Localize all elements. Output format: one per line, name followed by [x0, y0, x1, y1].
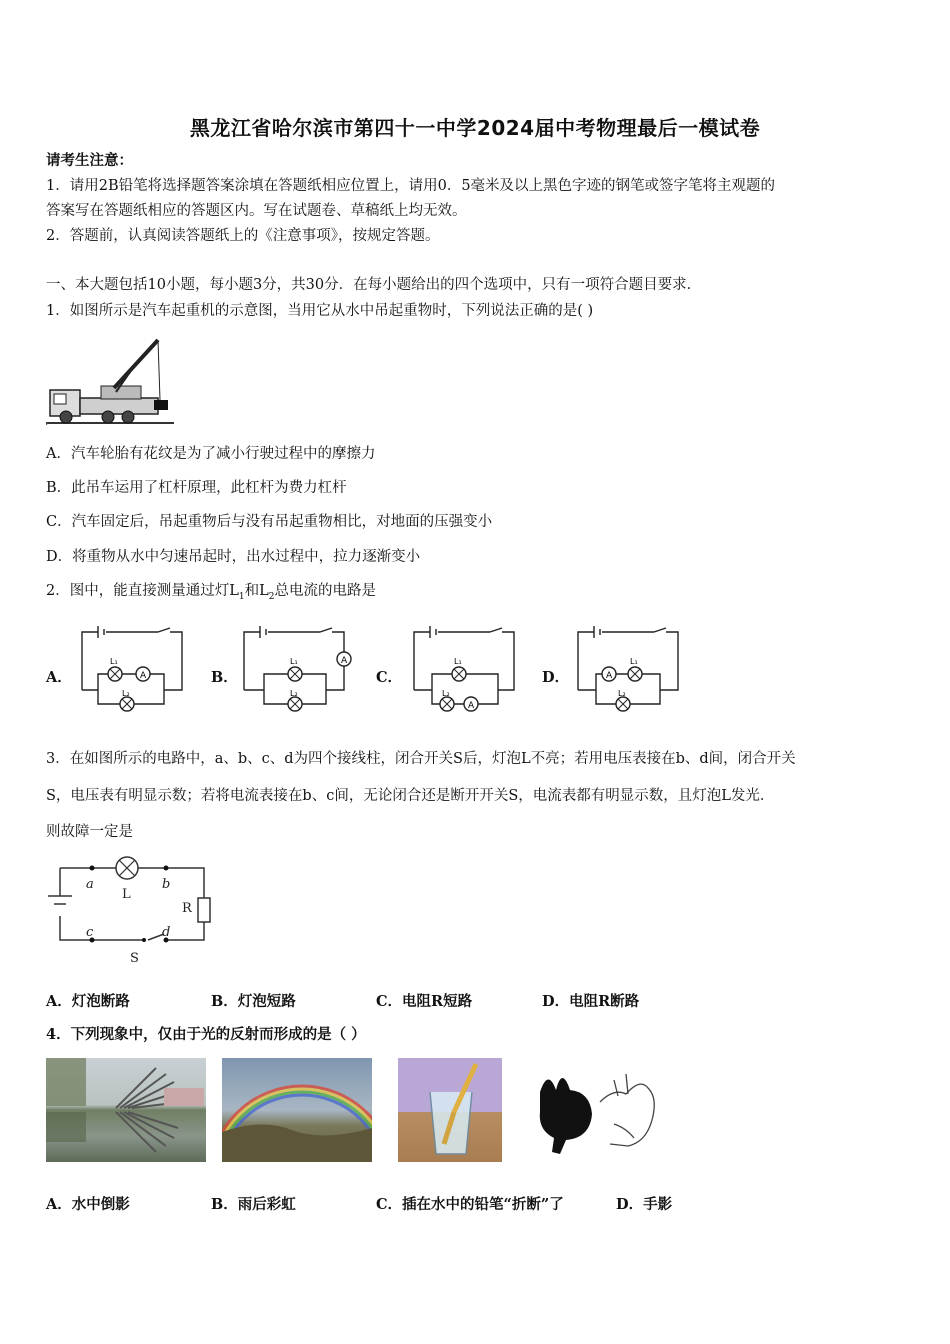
q2-option-b: B．: [211, 669, 238, 686]
q2-circuit-c: [410, 624, 522, 716]
q2-circuit-a: [78, 624, 188, 716]
q2-circuit-d: [574, 624, 686, 716]
q1-option-b: B．此吊车运用了杠杆原理，此杠杆为费力杠杆: [46, 480, 347, 496]
q2c-l1-label: L₁: [454, 657, 462, 666]
q2a-l2-label: L₂: [122, 689, 130, 698]
q4-option-d: D．手影: [616, 1196, 673, 1213]
q3-option-b: B．灯泡短路: [211, 993, 296, 1010]
q3-line-3: 则故障一定是: [46, 824, 133, 840]
q2-option-a: A．: [46, 669, 72, 686]
q3-circuit-figure: [44, 852, 216, 970]
q1-option-d: D．将重物从水中匀速吊起时，出水过程中，拉力逐渐变小: [46, 549, 421, 565]
q2b-l2-label: L₂: [290, 689, 298, 698]
q3-option-d: D．电阻R断路: [542, 993, 640, 1010]
section-heading: 一、本大题包括10小题，每小题3分，共30分．在每小题给出的四个选项中，只有一项符合题目要求．: [46, 277, 702, 293]
q3-option-c: C．电阻R短路: [376, 993, 473, 1010]
q3-label-c: c: [86, 925, 94, 940]
q3-label-s: S: [130, 951, 139, 966]
q2d-l2-label: L₂: [618, 689, 626, 698]
q2-stem: [46, 580, 376, 608]
q2c-ammeter-label: A: [468, 701, 475, 711]
q2-option-d: D．: [542, 669, 570, 686]
q4-stem: 4．下列现象中，仅由于光的反射而形成的是（ ）: [46, 1026, 366, 1043]
q2-circuit-b: [240, 624, 352, 716]
q3-label-b: b: [162, 877, 171, 892]
q2b-ammeter-label: A: [341, 656, 348, 666]
q3-label-l: L: [122, 887, 131, 902]
q3-option-a: A．灯泡断路: [46, 993, 130, 1010]
q2-stem-b: 总电流的电路是: [274, 583, 376, 599]
q2a-l1-label: L₁: [110, 657, 118, 666]
q2-stem-a: 2．图中，能直接测量通过灯: [46, 583, 230, 599]
page-title: 黑龙江省哈尔滨市第四十一中学2024届中考物理最后一模试卷: [189, 116, 761, 140]
q1-option-c: C．汽车固定后，吊起重物后与没有吊起重物相比，对地面的压强变小: [46, 514, 493, 530]
notice-heading: 请考生注意：: [46, 152, 133, 169]
crane-truck-figure: [46, 330, 176, 426]
hand-shadow-photo: [530, 1058, 666, 1162]
q3-label-d: d: [162, 925, 171, 940]
q2d-ammeter-label: A: [606, 671, 613, 681]
notice-line-1b: 答案写在答题纸相应的答题区内。写在试题卷、草稿纸上均无效。: [46, 203, 467, 219]
q3-line-2: S，电压表有明显示数；若将电流表接在b、c间，无论闭合还是断开开关S，电流表都有明显示数，且灯泡L发光．: [46, 788, 775, 804]
q1-stem: 1．如图所示是汽车起重机的示意图，当用它从水中吊起重物时，下列说法正确的是( ): [46, 303, 594, 319]
pencil-in-water-photo: [398, 1058, 502, 1162]
q1-option-a: A．汽车轮胎有花纹是为了减小行驶过程中的摩擦力: [46, 446, 376, 462]
q2-l2: L: [259, 583, 269, 599]
rainbow-photo: [222, 1058, 372, 1162]
notice-line-1a: 1．请用2B铅笔将选择题答案涂填在答题纸相应位置上，请用0．5毫米及以上黑色字迹的钢笔或签字笔将主观题的: [46, 178, 776, 194]
q2-l1: L: [229, 583, 239, 599]
q2a-ammeter-label: A: [140, 671, 147, 681]
q4-option-a: A．水中倒影: [46, 1196, 130, 1213]
q4-option-b: B．雨后彩虹: [211, 1196, 296, 1213]
q2b-l1-label: L₁: [290, 657, 298, 666]
notice-line-2: 2．答题前，认真阅读答题纸上的《注意事项》，按规定答题。: [46, 228, 440, 244]
q2-l1-sub: 1: [238, 591, 245, 602]
water-reflection-photo: [46, 1058, 206, 1162]
q3-label-r: R: [182, 901, 192, 916]
q3-line-1: 3．在如图所示的电路中，a、b、c、d为四个接线柱，闭合开关S后，灯泡L不亮；若用电压表接在b、d间，闭合开关: [46, 751, 796, 767]
q3-label-a: a: [86, 877, 94, 892]
q2c-l2-label: L₂: [442, 689, 450, 698]
q2d-l1-label: L₁: [630, 657, 638, 666]
q2-l2-sub: 2: [268, 591, 275, 602]
q2-option-c: C．: [376, 669, 403, 686]
q4-option-c: C．插在水中的铅笔“折断”了: [376, 1196, 564, 1213]
q2-and: 和: [244, 583, 260, 599]
